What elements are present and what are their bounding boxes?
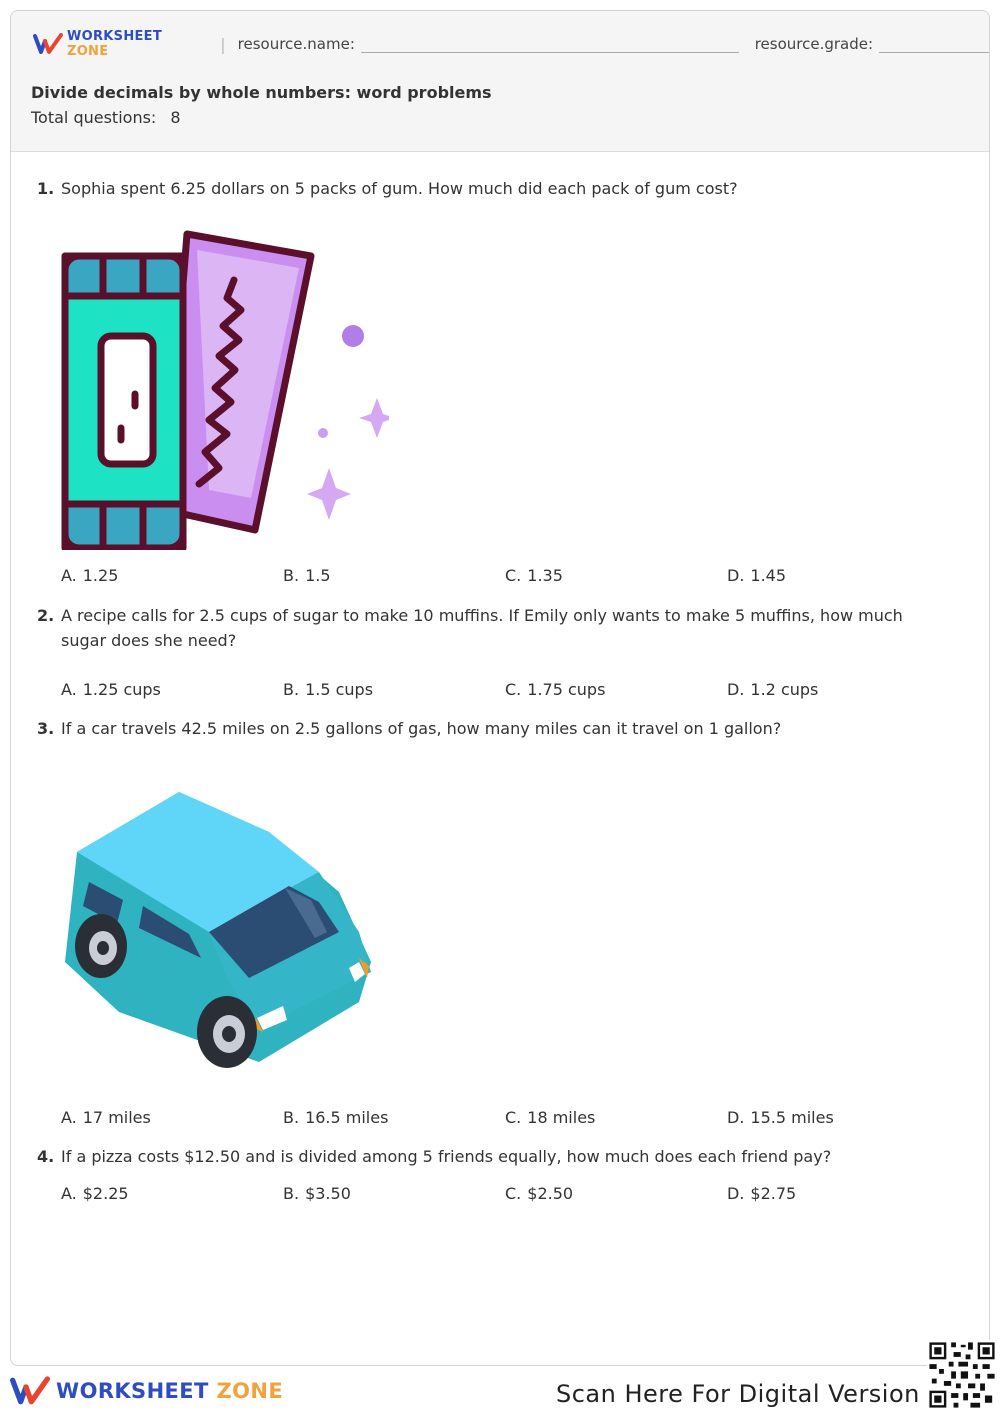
gum-pack-illustration	[59, 228, 389, 550]
question-text	[37, 176, 917, 201]
option-b[interactable]: B. $3.50	[283, 1184, 351, 1203]
question-number: 1.	[37, 179, 55, 198]
total-questions	[31, 108, 181, 127]
total-questions-label: Total questions:	[31, 108, 157, 127]
resource-grade-line	[879, 36, 989, 53]
resource-grade-label: resource.grade:	[754, 35, 874, 53]
option-d[interactable]: D. 1.2 cups	[727, 680, 819, 699]
worksheet-title: Divide decimals by whole numbers: word problems	[31, 83, 492, 102]
scan-digital-version-text: Scan Here For Digital Version	[556, 1380, 920, 1408]
option-c[interactable]: C. 18 miles	[505, 1108, 596, 1127]
header-brand-name: WORKSHEET ZONE	[66, 29, 163, 59]
option-a[interactable]: A. 17 miles	[61, 1108, 151, 1127]
car-illustration	[59, 782, 389, 1072]
option-c[interactable]: C. $2.50	[505, 1184, 574, 1203]
qr-code-icon[interactable]	[927, 1340, 997, 1410]
option-d[interactable]: D. 15.5 miles	[727, 1108, 834, 1127]
option-b[interactable]: B. 1.5	[283, 566, 331, 585]
question-body: If a car travels 42.5 miles on 2.5 gallons of gas, how many miles can it travel on 1 gallon?	[61, 719, 782, 738]
w-check-logo-icon	[33, 33, 63, 55]
question-text	[37, 1144, 917, 1169]
question-number: 3.	[37, 719, 55, 738]
option-a[interactable]: A. 1.25	[61, 566, 119, 585]
option-b[interactable]: B. 1.5 cups	[283, 680, 374, 699]
option-c[interactable]: C. 1.75 cups	[505, 680, 606, 699]
header-brand-row	[33, 29, 989, 59]
option-a[interactable]: A. $2.25	[61, 1184, 129, 1203]
question-body: If a pizza costs $12.50 and is divided among 5 friends equally, how much does each friend pay?	[61, 1147, 832, 1166]
option-a[interactable]: A. 1.25 cups	[61, 680, 161, 699]
question-number: 2.	[37, 606, 55, 625]
header-divider: |	[220, 34, 226, 54]
w-check-logo-icon	[10, 1376, 50, 1406]
option-d[interactable]: D. 1.45	[727, 566, 787, 585]
question-body: A recipe calls for 2.5 cups of sugar to make 10 muffins. If Emily only wants to make 5 muffins, how much sugar does she need?	[61, 606, 903, 650]
worksheet-header	[11, 11, 989, 152]
option-c[interactable]: C. 1.35	[505, 566, 563, 585]
question-number: 4.	[37, 1147, 55, 1166]
option-d[interactable]: D. $2.75	[727, 1184, 797, 1203]
resource-name-label: resource.name:	[237, 35, 355, 53]
worksheet-sheet	[10, 10, 990, 1366]
question-text	[37, 603, 917, 650]
question-body: Sophia spent 6.25 dollars on 5 packs of gum. How much did each pack of gum cost?	[61, 179, 738, 198]
question-text	[37, 716, 917, 741]
footer-brand-name: WORKSHEET ZONE	[56, 1379, 284, 1403]
total-questions-value: 8	[170, 108, 181, 127]
page-footer	[0, 1366, 1000, 1414]
footer-brand	[10, 1376, 283, 1406]
resource-name-line	[361, 36, 739, 53]
option-b[interactable]: B. 16.5 miles	[283, 1108, 389, 1127]
